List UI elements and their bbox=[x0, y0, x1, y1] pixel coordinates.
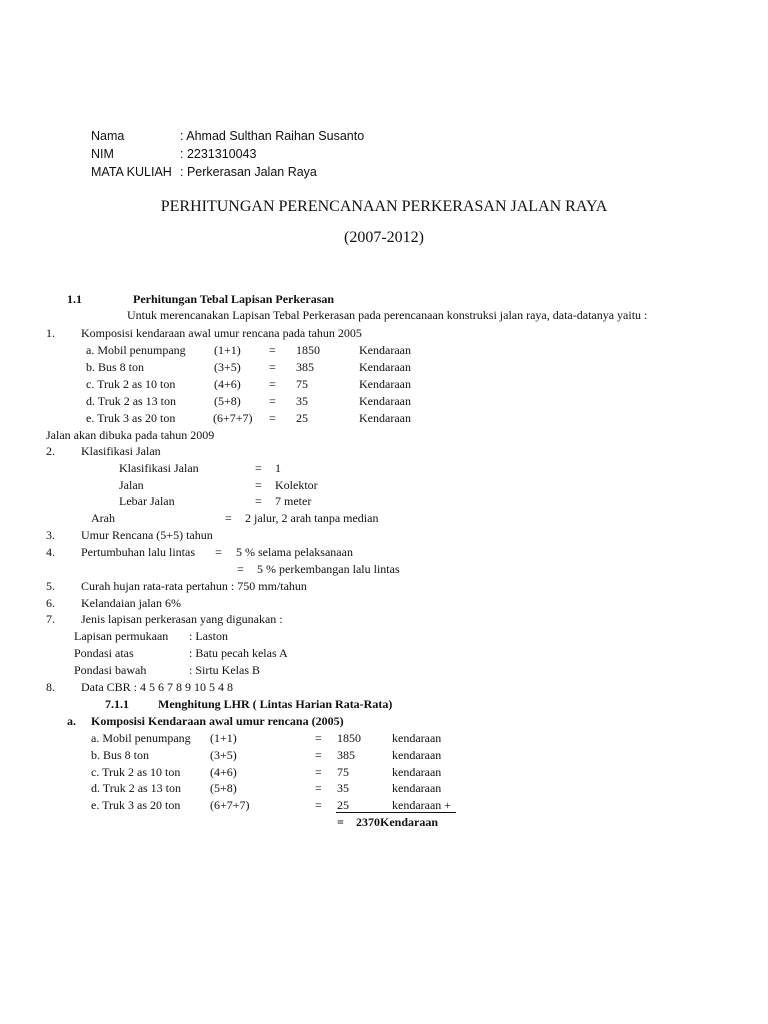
item-4-eq: = bbox=[215, 545, 222, 559]
lhr-row-unit: kendaraan bbox=[392, 781, 442, 795]
item-1-row-unit: Kendaraan bbox=[359, 394, 411, 408]
item-2-row-eq: = bbox=[255, 461, 262, 475]
subsection-heading: Menghitung LHR ( Lintas Harian Rata-Rata) bbox=[158, 697, 393, 711]
item-7-row-label: Pondasi atas bbox=[74, 646, 134, 660]
lhr-row-value: 1850 bbox=[337, 731, 361, 745]
item-1-row-unit: Kendaraan bbox=[359, 411, 411, 425]
item-1-row-label: a. Mobil penumpang bbox=[86, 343, 186, 357]
lhr-row-label: b. Bus 8 ton bbox=[91, 748, 150, 762]
item-1-row-eq: = bbox=[269, 394, 276, 408]
subsection-number: 7.1.1 bbox=[105, 697, 129, 711]
item-2-row-value: 1 bbox=[275, 461, 281, 475]
item-1-row-eq: = bbox=[269, 360, 276, 374]
item-4-value-1: 5 % selama pelaksanaan bbox=[236, 545, 353, 559]
mata-kuliah-label: MATA KULIAH bbox=[91, 165, 172, 179]
lhr-row-eq: = bbox=[315, 731, 322, 745]
item-1-text: Komposisi kendaraan awal umur rencana pada tahun 2005 bbox=[81, 326, 362, 340]
section-heading: Perhitungan Tebal Lapisan Perkerasan bbox=[133, 292, 335, 306]
nama-value: : Ahmad Sulthan Raihan Susanto bbox=[180, 129, 365, 143]
page-subtitle: (2007-2012) bbox=[344, 229, 424, 246]
item-5-text: Curah hujan rata-rata pertahun : 750 mm/tahun bbox=[81, 579, 307, 593]
lhr-row-eq: = bbox=[315, 748, 322, 762]
item-2-row-label: Jalan bbox=[119, 478, 144, 492]
nama-label: Nama bbox=[91, 129, 125, 143]
item-2-row-eq: = bbox=[255, 478, 262, 492]
item-7-row-value: : Batu pecah kelas A bbox=[189, 646, 288, 660]
item-4-eq-2: = bbox=[237, 562, 244, 576]
lhr-row-label: a. Mobil penumpang bbox=[91, 731, 191, 745]
item-7-row-value: : Sirtu Kelas B bbox=[189, 663, 260, 677]
lhr-row-code: (6+7+7) bbox=[210, 798, 250, 812]
arah-value: 2 jalur, 2 arah tanpa median bbox=[245, 511, 379, 525]
item-3-text: Umur Rencana (5+5) tahun bbox=[81, 528, 213, 542]
item-1-row-value: 75 bbox=[296, 377, 308, 391]
lhr-row-value: 385 bbox=[337, 748, 355, 762]
item-1-row-value: 385 bbox=[296, 360, 314, 374]
item-1-row-eq: = bbox=[269, 343, 276, 357]
lhr-row-value: 25 bbox=[337, 798, 349, 812]
item-1-row-value: 1850 bbox=[296, 343, 320, 357]
sub-a-heading: Komposisi Kendaraan awal umur rencana (2005) bbox=[91, 714, 344, 728]
item-1-row-code: (3+5) bbox=[214, 360, 241, 374]
item-6-text: Kelandaian jalan 6% bbox=[81, 596, 181, 610]
lhr-row-unit: kendaraan bbox=[392, 765, 442, 779]
item-1-row-code: (1+1) bbox=[214, 343, 241, 357]
item-7-text: Jenis lapisan perkerasan yang digunakan : bbox=[81, 612, 283, 626]
lhr-row-code: (3+5) bbox=[210, 748, 237, 762]
lhr-row-code: (4+6) bbox=[210, 765, 237, 779]
nim-label: NIM bbox=[91, 147, 114, 161]
total-eq: = bbox=[337, 815, 344, 829]
item-1-row-unit: Kendaraan bbox=[359, 343, 411, 357]
lhr-row-eq: = bbox=[315, 798, 322, 812]
item-2-row-value: 7 meter bbox=[275, 494, 312, 508]
item-2-row-eq: = bbox=[255, 494, 262, 508]
item-1-row-eq: = bbox=[269, 377, 276, 391]
item-1-row-label: e. Truk 3 as 20 ton bbox=[86, 411, 176, 425]
arah-eq: = bbox=[225, 511, 232, 525]
lhr-row-code: (5+8) bbox=[210, 781, 237, 795]
item-7-row-label: Pondasi bawah bbox=[74, 663, 147, 677]
lhr-row-unit: kendaraan bbox=[392, 748, 442, 762]
item-8-number: 8. bbox=[46, 680, 55, 694]
item-2-text: Klasifikasi Jalan bbox=[81, 444, 161, 458]
lhr-row-eq: = bbox=[315, 765, 322, 779]
lhr-row-code: (1+1) bbox=[210, 731, 237, 745]
lhr-row-label: e. Truk 3 as 20 ton bbox=[91, 798, 181, 812]
intro-text: Untuk merencanakan Lapisan Tebal Perkerasan pada perencanaan konstruksi jalan raya, data-datanya yaitu : bbox=[127, 308, 648, 322]
item-4-label: Pertumbuhan lalu lintas bbox=[81, 545, 195, 559]
sum-underline bbox=[336, 812, 456, 813]
item-7-row-label: Lapisan permukaan bbox=[74, 629, 169, 643]
item-4-number: 4. bbox=[46, 545, 55, 559]
item-1-number: 1. bbox=[46, 326, 55, 340]
item-1-row-code: (5+8) bbox=[214, 394, 241, 408]
item-8-text: Data CBR : 4 5 6 7 8 9 10 5 4 8 bbox=[81, 680, 233, 694]
item-1-row-label: c. Truk 2 as 10 ton bbox=[86, 377, 176, 391]
item-3-number: 3. bbox=[46, 528, 55, 542]
arah-label: Arah bbox=[91, 511, 115, 525]
item-2-number: 2. bbox=[46, 444, 55, 458]
item-7-row-value: : Laston bbox=[189, 629, 228, 643]
item-1-row-label: d. Truk 2 as 13 ton bbox=[86, 394, 177, 408]
lhr-row-eq: = bbox=[315, 781, 322, 795]
lhr-row-value: 35 bbox=[337, 781, 349, 795]
lhr-row-unit: kendaraan + bbox=[392, 798, 452, 812]
item-1-row-unit: Kendaraan bbox=[359, 377, 411, 391]
item-2-row-label: Lebar Jalan bbox=[119, 494, 175, 508]
item-2-row-value: Kolektor bbox=[275, 478, 318, 492]
total-value: 2370Kendaraan bbox=[356, 815, 439, 829]
item-1-row-eq: = bbox=[269, 411, 276, 425]
lhr-row-unit: kendaraan bbox=[392, 731, 442, 745]
item-7-number: 7. bbox=[46, 612, 55, 626]
lhr-row-label: c. Truk 2 as 10 ton bbox=[91, 765, 181, 779]
item-1-row-value: 35 bbox=[296, 394, 308, 408]
item-1-row-unit: Kendaraan bbox=[359, 360, 411, 374]
opening-year-text: Jalan akan dibuka pada tahun 2009 bbox=[46, 428, 215, 442]
item-5-number: 5. bbox=[46, 579, 55, 593]
section-number: 1.1 bbox=[67, 292, 82, 306]
item-1-row-code: (4+6) bbox=[214, 377, 241, 391]
item-1-row-code: (6+7+7) bbox=[213, 411, 253, 425]
mata-kuliah-value: : Perkerasan Jalan Raya bbox=[180, 165, 317, 179]
item-6-number: 6. bbox=[46, 596, 55, 610]
lhr-row-label: d. Truk 2 as 13 ton bbox=[91, 781, 182, 795]
item-1-row-label: b. Bus 8 ton bbox=[86, 360, 145, 374]
item-4-value-2: 5 % perkembangan lalu lintas bbox=[257, 562, 400, 576]
nim-value: : 2231310043 bbox=[180, 147, 257, 161]
lhr-row-value: 75 bbox=[337, 765, 349, 779]
item-1-row-value: 25 bbox=[296, 411, 308, 425]
page-title: PERHITUNGAN PERENCANAAN PERKERASAN JALAN RAYA bbox=[160, 198, 608, 215]
sub-a-letter: a. bbox=[67, 714, 76, 728]
item-2-row-label: Klasifikasi Jalan bbox=[119, 461, 199, 475]
